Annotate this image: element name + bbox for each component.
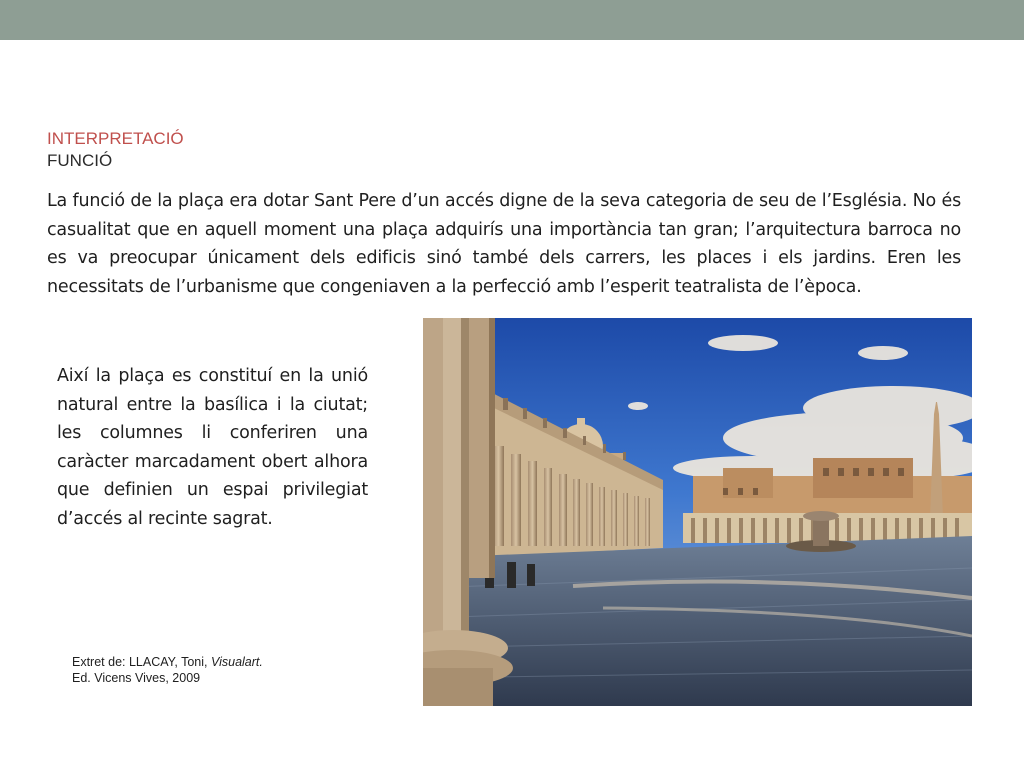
credit-line-2: Ed. Vicens Vives, 2009 — [72, 671, 201, 685]
paragraph-function: La funció de la plaça era dotar Sant Pere d’un accés digne de la seva categoria de seu de l’Església. No és casualitat que en aquell moment una plaça adquirís una importància tan gran; l’arquitectura barroca no es va preocupar únicament dels edificis sinó també dels carrers, les places i els jardins. Eren les necessitats de l’urbanisme que congeniaven a la perfecció amb l’esperit teatralista de l’època. — [47, 191, 961, 297]
paragraph-square-union: Així la plaça es constituí en la unió natural entre la basílica i la ciutat; les columnes li conferiren una caràcter marcadament obert alhora que definien un espai privilegiat d’accés al recinte sagrat. — [57, 366, 368, 529]
heading-funcio: FUNCIÓ — [47, 151, 113, 170]
st-peters-square-photo — [423, 318, 972, 706]
top-bar — [0, 0, 1024, 40]
heading-interpretacio: INTERPRETACIÓ — [47, 129, 184, 148]
credit-author: Extret de: LLACAY, Toni, — [72, 655, 211, 669]
source-credit — [72, 654, 263, 686]
credit-line-1 — [72, 654, 263, 670]
slide-heading — [47, 128, 184, 172]
credit-book-title: Visualart. — [210, 655, 263, 669]
